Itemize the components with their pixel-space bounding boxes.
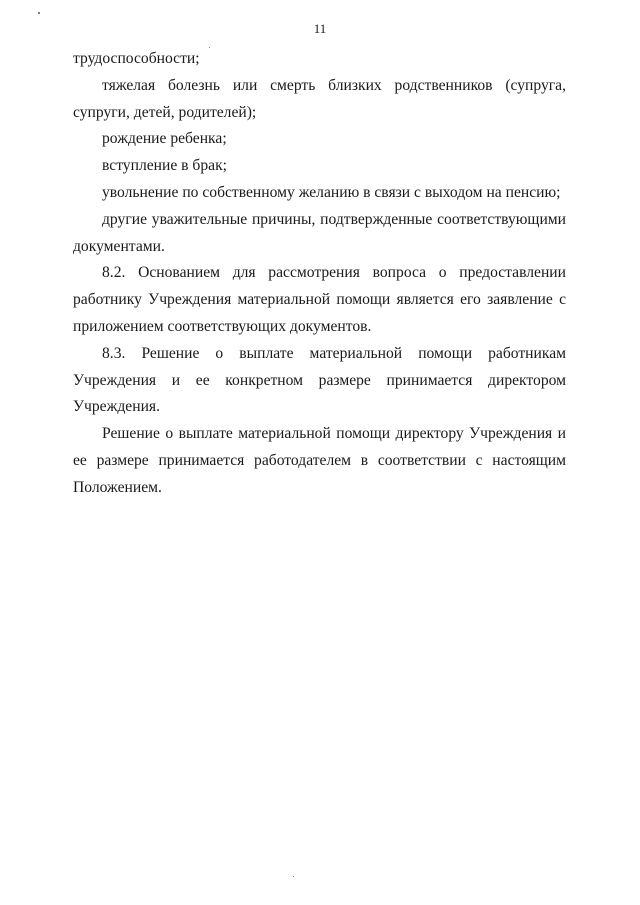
paragraph-8-3: 8.3. Решение о выплате материальной помощи работникам Учреждения и ее конкретном размере принимается директором Учреждения. xyxy=(73,344,566,416)
page-number: 11 xyxy=(313,21,327,36)
paragraph-work-capacity: трудоспособности; xyxy=(73,50,200,67)
document-body xyxy=(73,46,566,502)
scan-speck xyxy=(38,12,40,14)
paragraph-other-reasons: другие уважительные причины, подтвержденные соответствующими документами. xyxy=(73,210,566,255)
scan-speck xyxy=(293,876,294,877)
paragraph-marriage: вступление в брак; xyxy=(102,157,227,175)
paragraph-retirement: увольнение по собственному желанию в связи с выходом на пенсию; xyxy=(102,183,561,201)
paragraph-8-2: 8.2. Основанием для рассмотрения вопроса о предоставлении работнику Учреждения материальной помощи является его заявление с приложением соответствующих документов. xyxy=(73,264,566,335)
paragraph-director-decision: Решение о выплате материальной помощи директору Учреждения и ее размере принимается работодателем в соответствии с настоящим Положением. xyxy=(73,425,566,496)
paragraph-childbirth: рождение ребенка; xyxy=(102,130,227,148)
paragraph-illness-or-death: тяжелая болезнь или смерть близких родственников (супруга, супруги, детей, родителей); xyxy=(73,76,566,121)
